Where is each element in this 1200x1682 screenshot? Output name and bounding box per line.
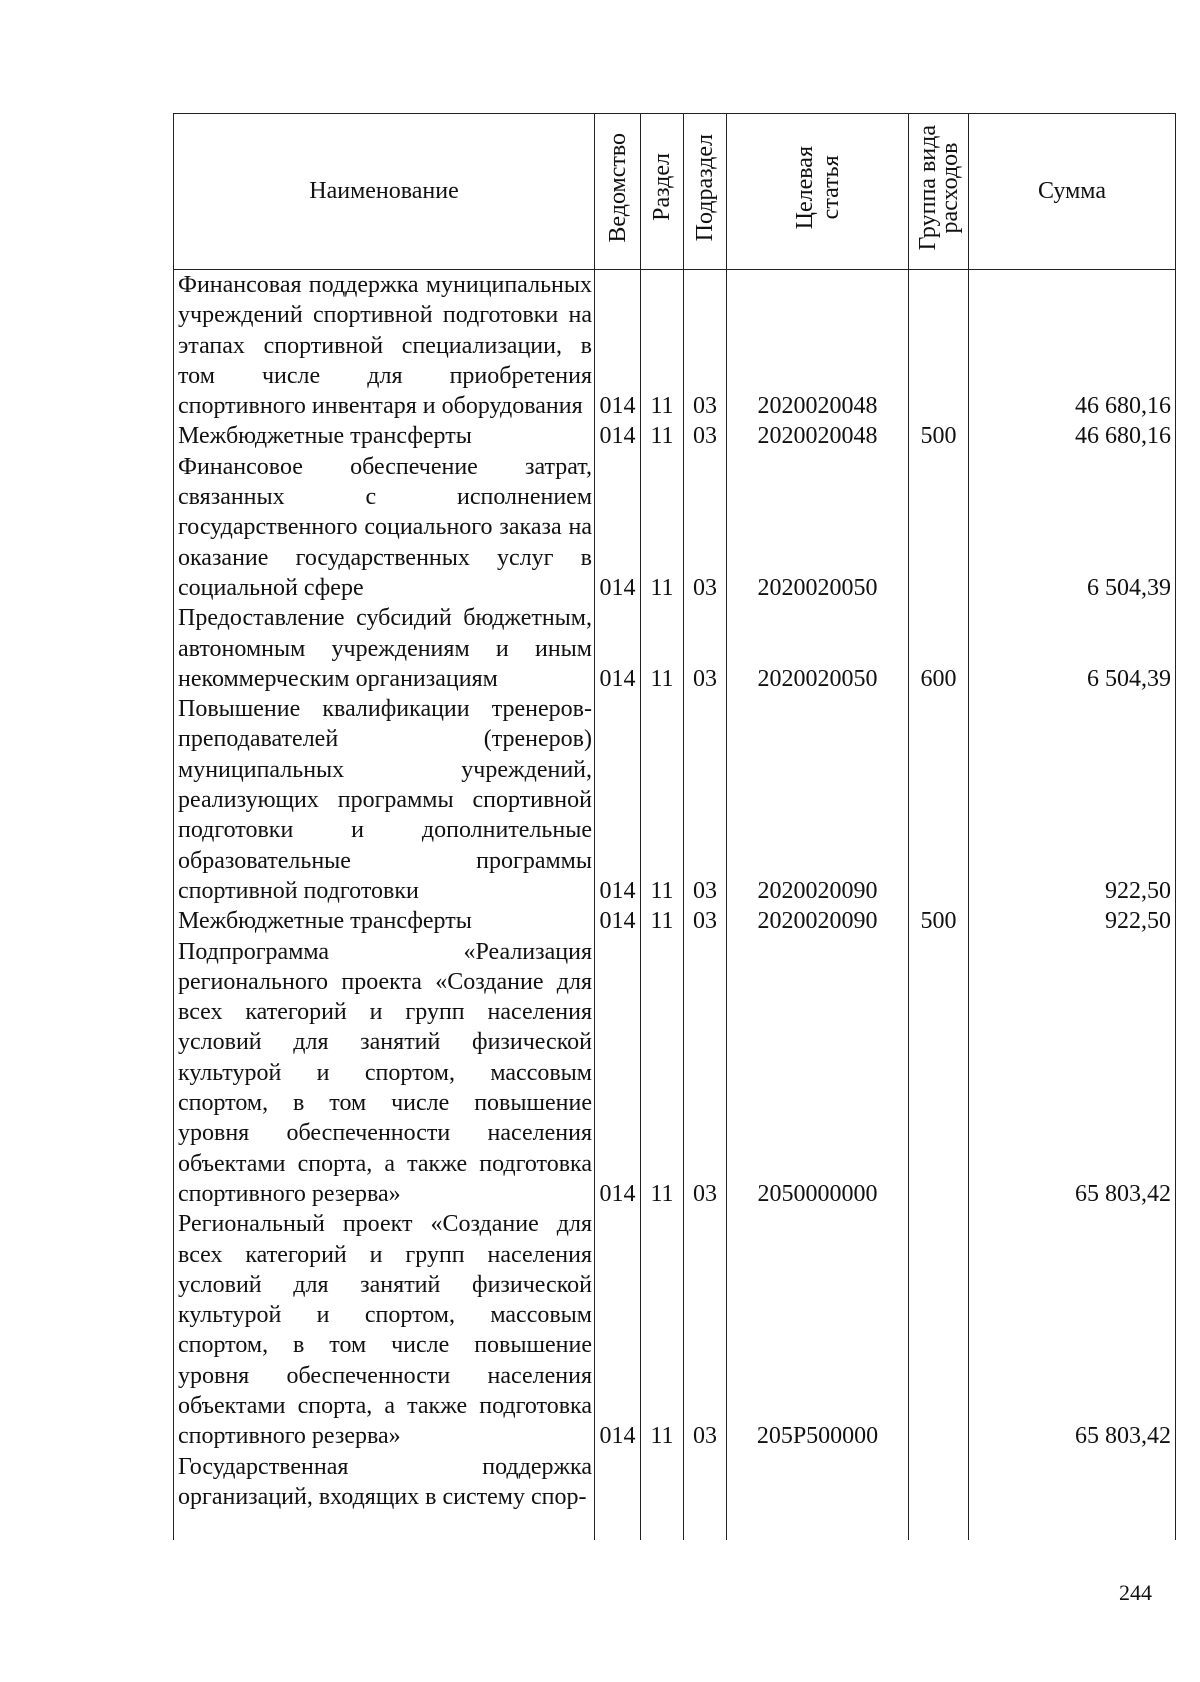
table-row <box>174 421 1176 451</box>
row-name: Межбюджетные трансферты <box>174 421 595 451</box>
table-row <box>174 694 1176 906</box>
table-header-row <box>174 114 1176 270</box>
row-dept: 014 <box>595 937 641 1210</box>
row-target: 2020020050 <box>727 603 909 694</box>
row-subsection: 03 <box>684 937 727 1210</box>
row-name: Предоставление субсидий бюджетным, автономным учреждениям и иным некоммерческим организациям <box>174 603 595 694</box>
row-target: 2050000000 <box>727 937 909 1210</box>
row-sum: 922,50 <box>969 906 1176 936</box>
row-section: 11 <box>641 421 684 451</box>
row-group <box>909 452 969 603</box>
header-subsection: Подраздел <box>684 114 727 270</box>
row-name: Межбюджетные трансферты <box>174 906 595 936</box>
row-group <box>909 1452 969 1540</box>
row-target: 2020020048 <box>727 421 909 451</box>
row-dept: 014 <box>595 452 641 603</box>
table-row <box>174 452 1176 603</box>
table-row <box>174 906 1176 936</box>
row-subsection: 03 <box>684 694 727 906</box>
row-dept: 014 <box>595 421 641 451</box>
row-name: Повышение квалификации тренеров-преподавателей (тренеров) муниципальных учреждений, реализующих программы спортивной подготовки и дополнительные образовательные программы спортивной подготовки <box>174 694 595 906</box>
table-row <box>174 1209 1176 1451</box>
row-section: 11 <box>641 270 684 422</box>
row-target <box>727 1452 909 1540</box>
row-section: 11 <box>641 694 684 906</box>
row-group <box>909 937 969 1210</box>
header-section: Раздел <box>641 114 684 270</box>
row-dept: 014 <box>595 906 641 936</box>
page-number: 244 <box>1119 1580 1152 1605</box>
row-sum: 65 803,42 <box>969 1209 1176 1451</box>
row-sum: 46 680,16 <box>969 421 1176 451</box>
row-group <box>909 1209 969 1451</box>
row-name: Подпрограмма «Реализация регионального проекта «Создание для всех категорий и групп населения условий для занятий физической культурой и спортом, массовым спортом, в том числе повышение уровня обеспеченности населения объектами спорта, а также подготовка спортивного резерва» <box>174 937 595 1210</box>
row-group <box>909 270 969 422</box>
row-section <box>641 1452 684 1540</box>
table-row <box>174 270 1176 422</box>
row-target: 2020020090 <box>727 906 909 936</box>
row-section: 11 <box>641 1209 684 1451</box>
table-row <box>174 1452 1176 1540</box>
header-name: Наименование <box>174 114 595 270</box>
row-subsection: 03 <box>684 1209 727 1451</box>
row-section: 11 <box>641 603 684 694</box>
row-target: 2020020050 <box>727 452 909 603</box>
row-name: Финансовое обеспечение затрат, связанных с исполнением государственного социального заказа на оказание государственных услуг в социальной сфере <box>174 452 595 603</box>
row-dept: 014 <box>595 694 641 906</box>
row-name: Финансовая поддержка муниципальных учреждений спортивной подготовки на этапах спортивной специализации, в том числе для приобретения спортивного инвентаря и оборудования <box>174 270 595 422</box>
row-sum: 6 504,39 <box>969 452 1176 603</box>
row-sum: 65 803,42 <box>969 937 1176 1210</box>
header-sum: Сумма <box>969 114 1176 270</box>
row-subsection: 03 <box>684 452 727 603</box>
header-dept: Ведомство <box>595 114 641 270</box>
row-target: 2020020048 <box>727 270 909 422</box>
row-group: 500 <box>909 421 969 451</box>
row-dept: 014 <box>595 603 641 694</box>
table-row <box>174 937 1176 1210</box>
row-section: 11 <box>641 452 684 603</box>
row-sum: 6 504,39 <box>969 603 1176 694</box>
budget-table <box>173 113 1176 1540</box>
row-subsection: 03 <box>684 270 727 422</box>
row-subsection <box>684 1452 727 1540</box>
row-dept <box>595 1452 641 1540</box>
row-subsection: 03 <box>684 906 727 936</box>
row-sum: 46 680,16 <box>969 270 1176 422</box>
row-section: 11 <box>641 937 684 1210</box>
row-section: 11 <box>641 906 684 936</box>
header-group: Группа вида расходов <box>909 114 969 270</box>
row-subsection: 03 <box>684 603 727 694</box>
row-dept: 014 <box>595 1209 641 1451</box>
row-group: 600 <box>909 603 969 694</box>
row-target: 2020020090 <box>727 694 909 906</box>
row-name: Государственная поддержка организаций, входящих в систему спор- <box>174 1452 595 1540</box>
row-sum: 922,50 <box>969 694 1176 906</box>
row-subsection: 03 <box>684 421 727 451</box>
row-sum <box>969 1452 1176 1540</box>
table-row <box>174 603 1176 694</box>
row-group: 500 <box>909 906 969 936</box>
row-target: 205P500000 <box>727 1209 909 1451</box>
row-name: Региональный проект «Создание для всех категорий и групп населения условий для занятий физической культурой и спортом, массовым спортом, в том числе повышение уровня обеспеченности населения объектами спорта, а также подготовка спортивного резерва» <box>174 1209 595 1451</box>
row-dept: 014 <box>595 270 641 422</box>
row-group <box>909 694 969 906</box>
header-target: Целевая статья <box>727 114 909 270</box>
